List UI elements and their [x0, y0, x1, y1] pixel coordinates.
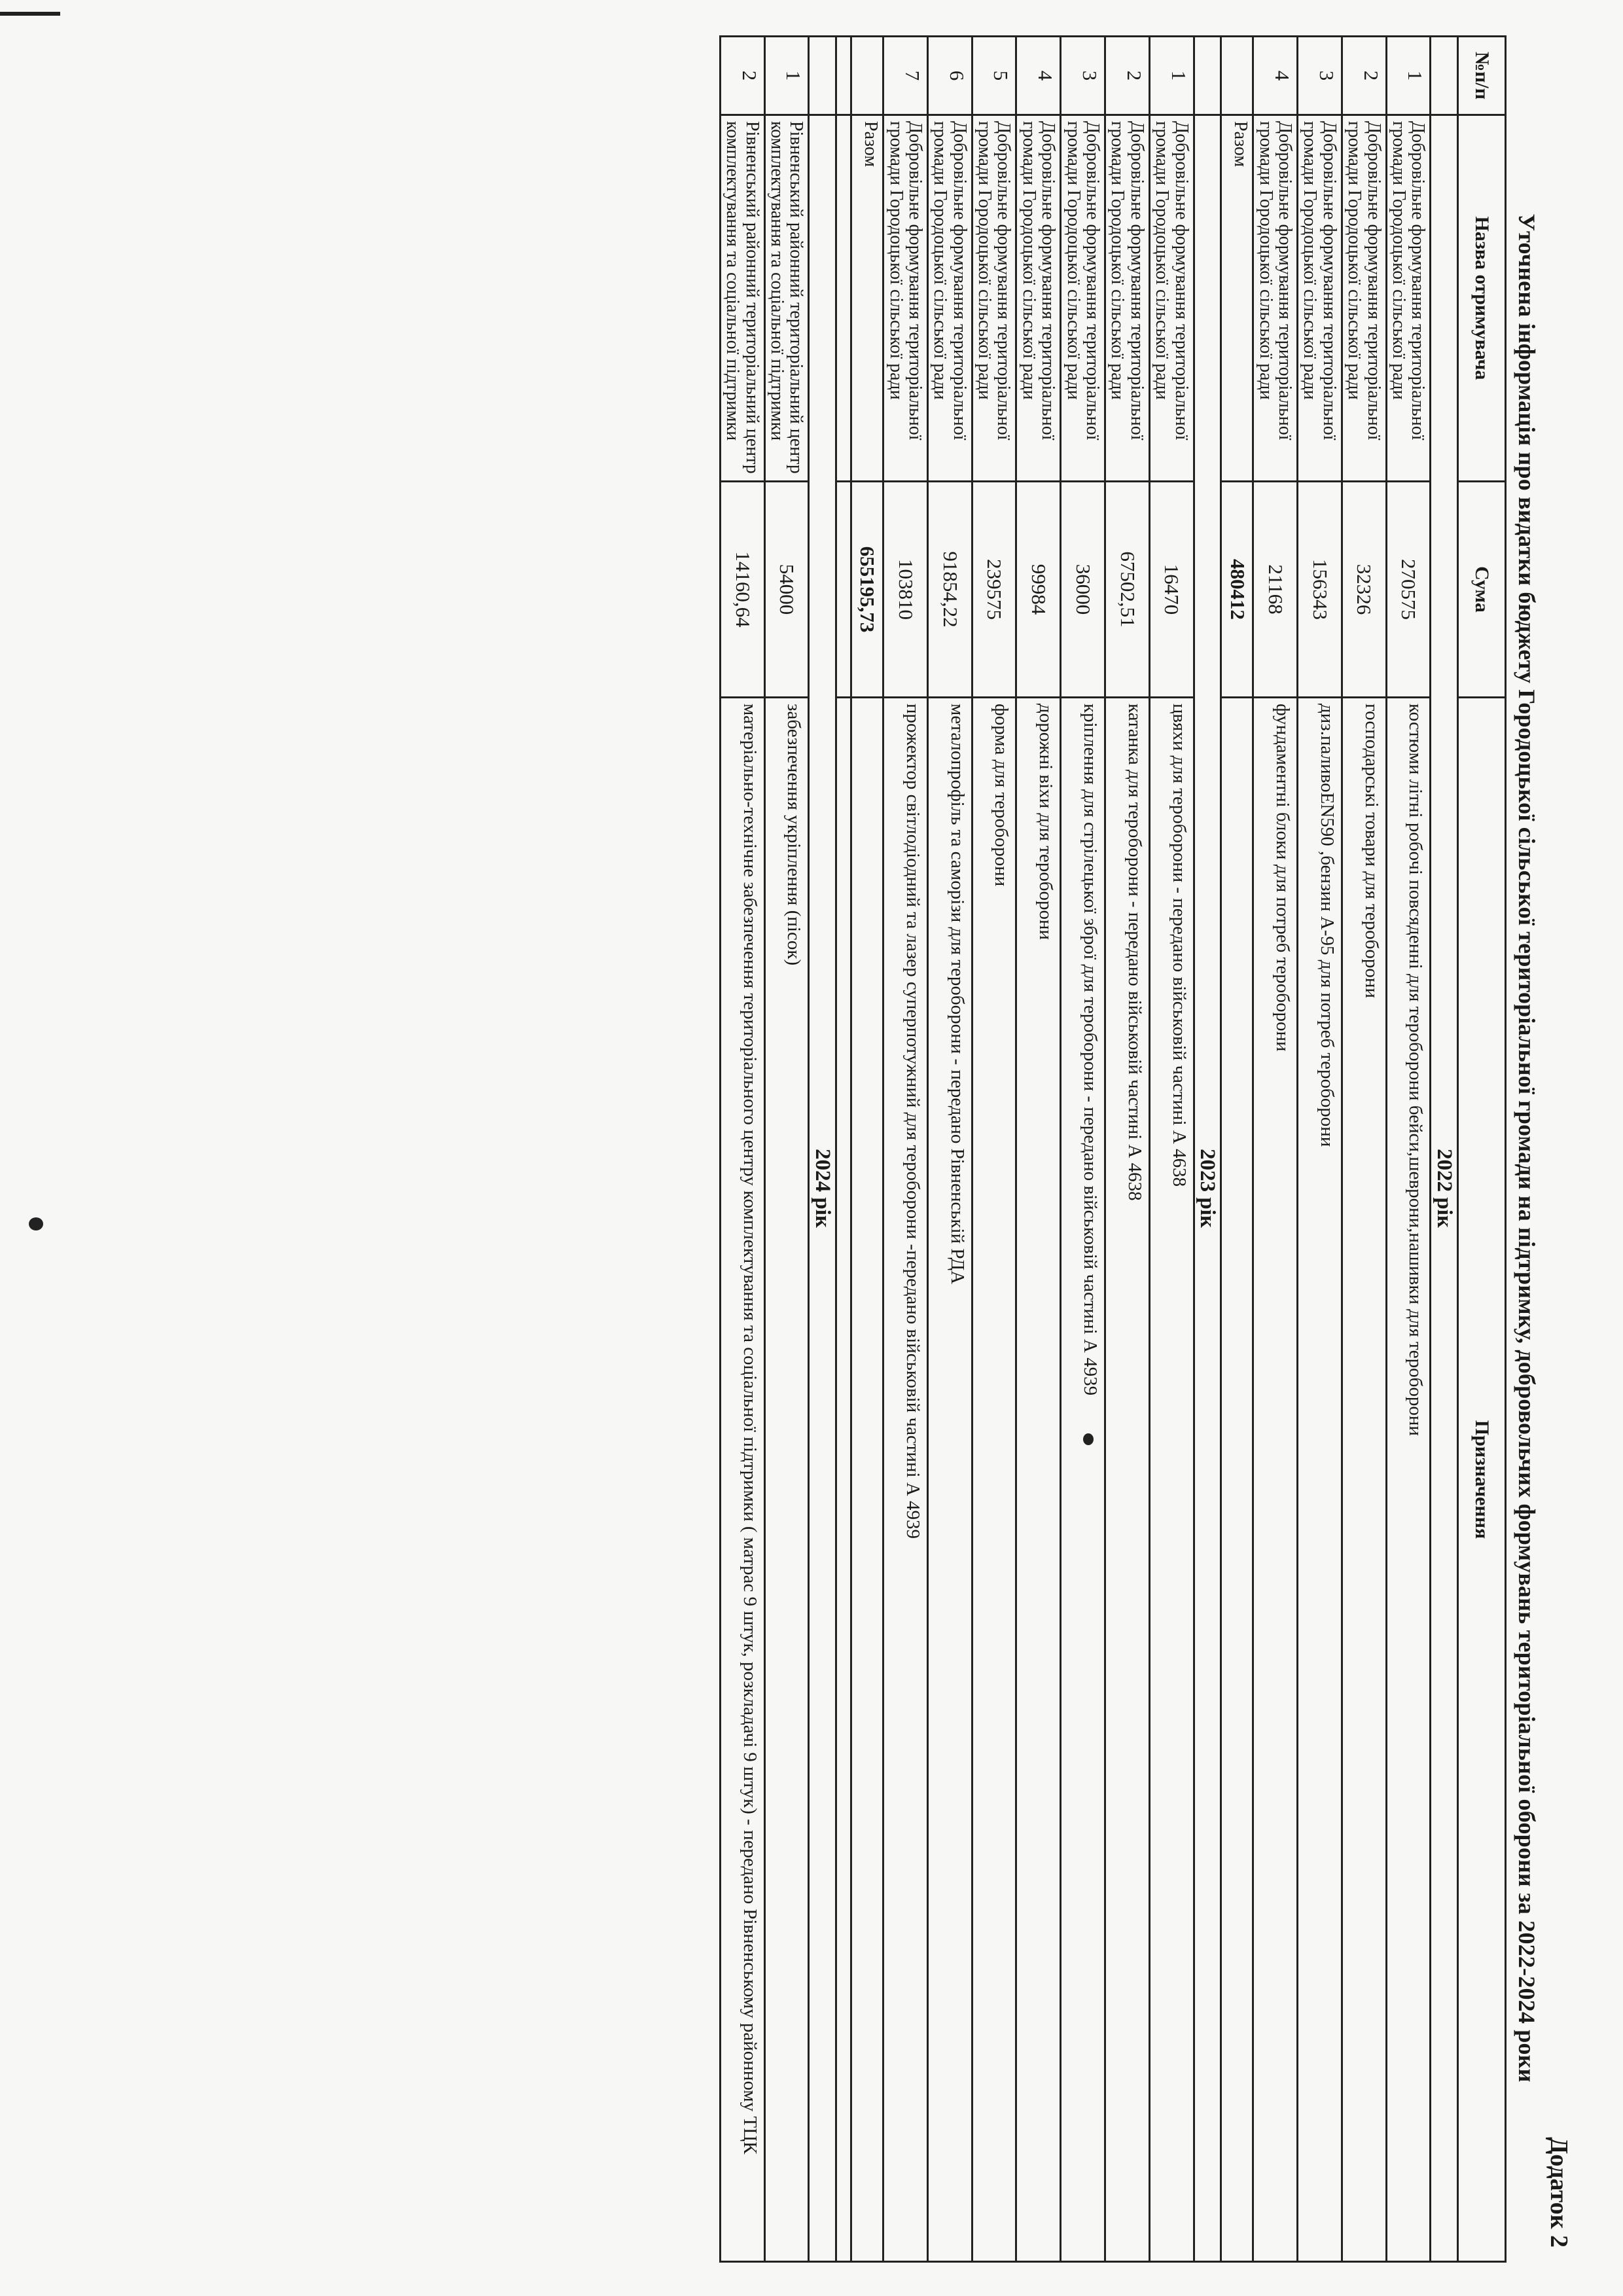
table-row [764, 37, 809, 2262]
purpose: прожектор світлодіодний та лазер суперпотужний для тероборони -передано військовій частині А 4939 [883, 698, 928, 2262]
table-row [1298, 37, 1342, 2262]
row-number: 1 [764, 37, 809, 115]
ink-speck [29, 1217, 43, 1230]
recipient-name: Добровільне формування територіальної громади Городоцької сільської ради [883, 115, 928, 482]
recipient-name: Добровільне формування територіальної громади Городоцької сільської ради [927, 115, 972, 482]
year-heading: 2024 рік [809, 115, 836, 2262]
amount: 103810 [883, 482, 928, 698]
ink-speck [1083, 1433, 1094, 1445]
amount: 14160,64 [720, 482, 764, 698]
table-row [972, 37, 1016, 2262]
table-row [1342, 37, 1386, 2262]
row-number: 4 [1253, 37, 1298, 115]
purpose: дорожні віхи для тероборони [1016, 698, 1061, 2262]
total-amount: 655195,73 [851, 482, 883, 698]
row-number: 4 [1016, 37, 1061, 115]
total-amount: 480412 [1221, 482, 1253, 698]
amount: 99984 [1016, 482, 1061, 698]
column-header-amount: Сума [1458, 482, 1506, 698]
purpose: матеріально-технічне забезпечення територіального центру комплектування та соціальної підтримки ( матрас 9 штук, розкладачі 9 штук) - передано Рівненському районному ТЦК [720, 698, 764, 2262]
purpose: диз.паливоEN590 ,бензин А-95 для потреб тероборони [1298, 698, 1342, 2262]
amount: 36000 [1061, 482, 1105, 698]
table-row [1105, 37, 1150, 2262]
column-header-name: Назва отримувача [1458, 115, 1506, 482]
recipient-name: Добровільне формування територіальної громади Городоцької сільської ради [1342, 115, 1386, 482]
row-number: 3 [1061, 37, 1105, 115]
recipient-name: Рівненський районний територіальний центр комплектування та соціальної підтримки [720, 115, 764, 482]
purpose: цвяхи для тероборони - передано військовій частині А 4638 [1149, 698, 1194, 2262]
column-header-purpose: Призначення [1458, 698, 1506, 2262]
table-row [1061, 37, 1105, 2262]
row-number: 5 [972, 37, 1016, 115]
row-number: 2 [1105, 37, 1150, 115]
column-header-num: №п/п [1458, 37, 1506, 115]
year-row [1431, 37, 1458, 2262]
total-label: Разом [851, 115, 883, 482]
year-row [809, 37, 836, 2262]
addendum-label: Додаток 2 [1545, 2137, 1573, 2248]
recipient-name: Добровільне формування територіальної громади Городоцької сільської ради [972, 115, 1016, 482]
recipient-name: Рівненський районний територіальний центр комплектування та соціальної підтримки [764, 115, 809, 482]
table-row [1016, 37, 1061, 2262]
recipient-name: Добровільне формування територіальної громади Городоцької сільської ради [1105, 115, 1150, 482]
table-row [1253, 37, 1298, 2262]
purpose: костюми літні робочі повсяденні для тероборони бейси,шеврони,нашивки для тероборони [1386, 698, 1431, 2262]
amount: 16470 [1149, 482, 1194, 698]
purpose: господарські товари для тероборони [1342, 698, 1386, 2262]
purpose: фундаментні блоки для потреб тероборони [1253, 698, 1298, 2262]
row-number: 6 [927, 37, 972, 115]
purpose: металопрофіль та саморізи для тероборони - передано Рівненській РДА [927, 698, 972, 2262]
amount: 67502,51 [1105, 482, 1150, 698]
purpose: катанка для тероборони - передано військовій частині А 4638 [1105, 698, 1150, 2262]
scan-edge-mark [0, 12, 60, 16]
total-label: Разом [1221, 115, 1253, 482]
year-heading: 2022 рік [1431, 115, 1458, 2262]
amount: 91854,22 [927, 482, 972, 698]
spacer-row [836, 37, 851, 2262]
total-row [851, 37, 883, 2262]
table-header-row [1458, 37, 1506, 2262]
row-number: 2 [1342, 37, 1386, 115]
table-row [1386, 37, 1431, 2262]
year-row [1194, 37, 1221, 2262]
recipient-name: Добровільне формування територіальної громади Городоцької сільської ради [1061, 115, 1105, 482]
table-row [883, 37, 928, 2262]
amount: 270575 [1386, 482, 1431, 698]
recipient-name: Добровільне формування територіальної громади Городоцької сільської ради [1016, 115, 1061, 482]
purpose: форма для тероборони [972, 698, 1016, 2262]
expenses-table [719, 35, 1507, 2263]
purpose: забезпечення укріплення (пісок) [764, 698, 809, 2262]
purpose: кріплення для стрілецької зброї для тероборони - передано військовій частині А 4939 [1061, 698, 1105, 2262]
amount: 32326 [1342, 482, 1386, 698]
recipient-name: Добровільне формування територіальної громади Городоцької сільської ради [1386, 115, 1431, 482]
row-number: 3 [1298, 37, 1342, 115]
row-number: 7 [883, 37, 928, 115]
document-title: Уточнена інформація про видатки бюджету Городоцької сільської територіальної громади на підтримку, добровольчих формувань територіальної оборони за 2022-2024 роки [1514, 213, 1540, 2083]
amount: 239575 [972, 482, 1016, 698]
table-row [1149, 37, 1194, 2262]
amount: 21168 [1253, 482, 1298, 698]
rotated-document-sheet [46, 29, 1577, 2267]
table-row [927, 37, 972, 2262]
row-number: 2 [720, 37, 764, 115]
table-row [720, 37, 764, 2262]
total-row [1221, 37, 1253, 2262]
amount: 156343 [1298, 482, 1342, 698]
recipient-name: Добровільне формування територіальної громади Городоцької сільської ради [1298, 115, 1342, 482]
year-heading: 2023 рік [1194, 115, 1221, 2262]
row-number: 1 [1386, 37, 1431, 115]
amount: 54000 [764, 482, 809, 698]
recipient-name: Добровільне формування територіальної громади Городоцької сільської ради [1149, 115, 1194, 482]
row-number: 1 [1149, 37, 1194, 115]
recipient-name: Добровільне формування територіальної громади Городоцької сільської ради [1253, 115, 1298, 482]
